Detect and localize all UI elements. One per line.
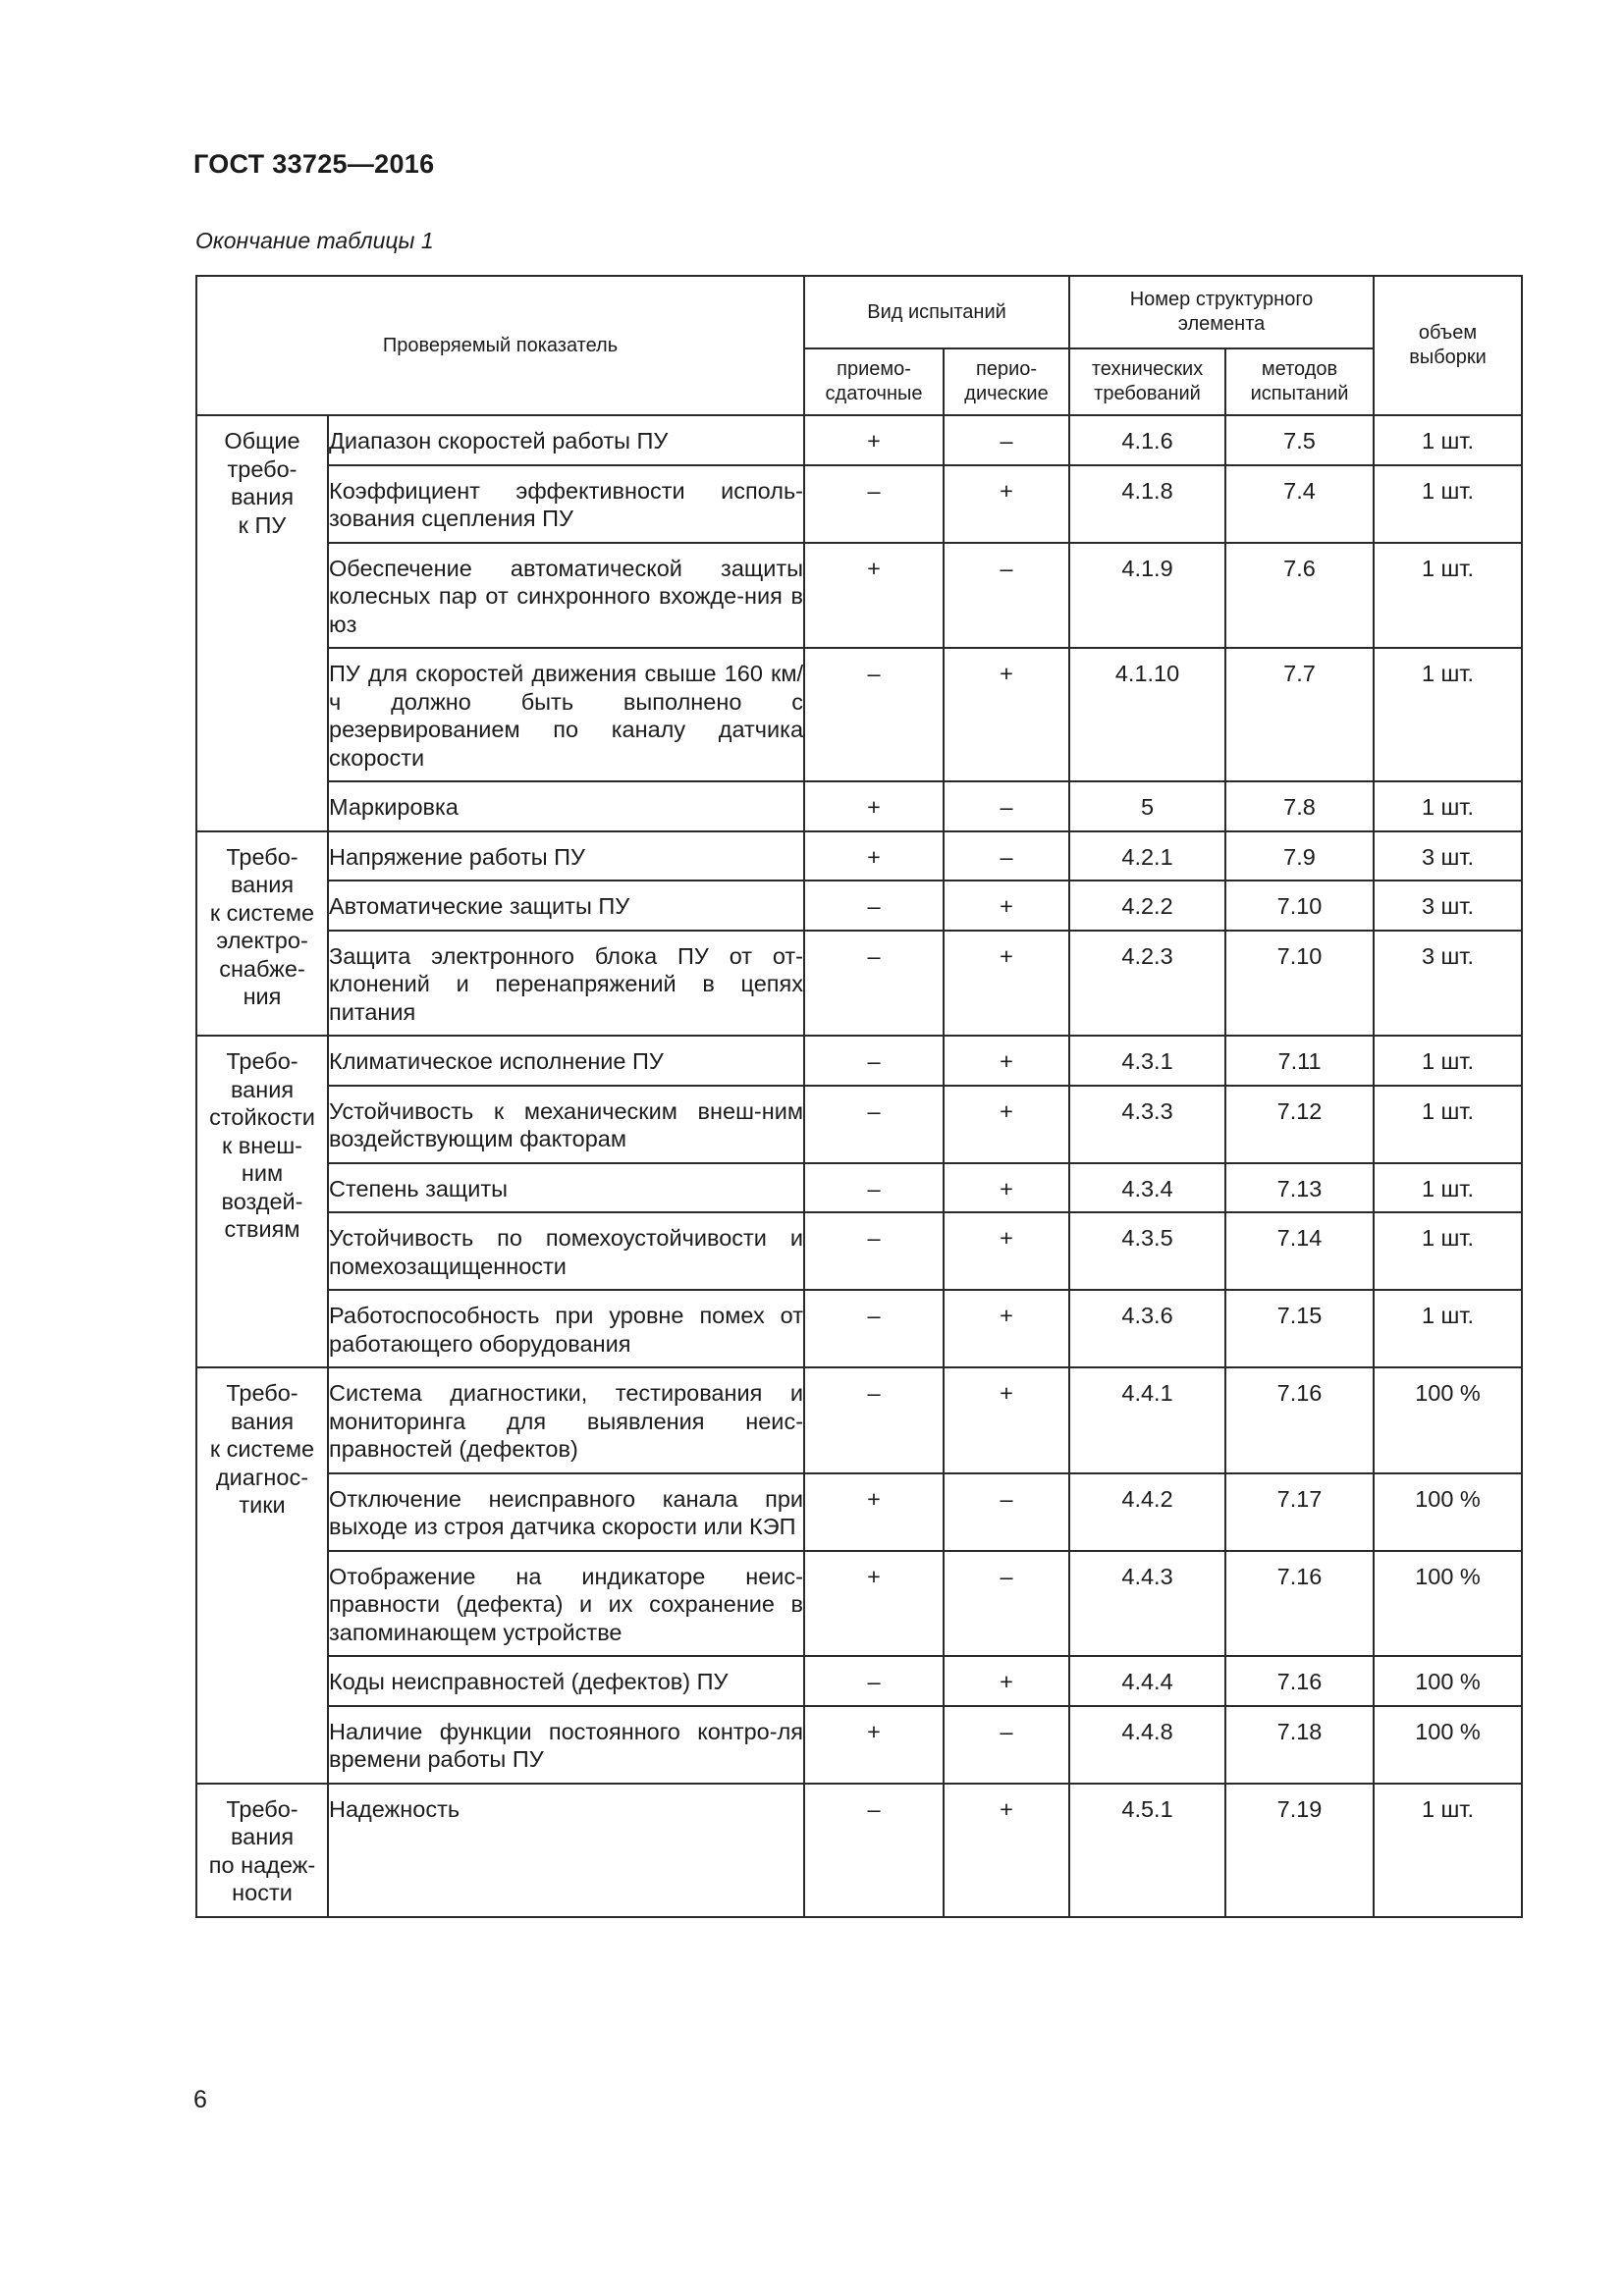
group-label: Требо- вания к системе электро- снабже- ния bbox=[196, 831, 328, 1037]
cell-tech-req: 4.3.6 bbox=[1069, 1290, 1225, 1367]
table-row bbox=[196, 648, 1522, 781]
cell-tech-req: 5 bbox=[1069, 781, 1225, 831]
document-header: ГОСТ 33725—2016 bbox=[193, 149, 435, 179]
table-row bbox=[196, 1656, 1522, 1706]
cell-tech-req: 4.2.2 bbox=[1069, 881, 1225, 931]
cell-sample-size: 1 шт. bbox=[1374, 781, 1522, 831]
cell-acceptance: + bbox=[804, 1706, 944, 1784]
cell-indicator: ПУ для скоростей движения свыше 160 км/ч должно быть выполнено с резервированием по каналу датчика скорости bbox=[328, 648, 804, 781]
cell-acceptance: + bbox=[804, 781, 944, 831]
cell-periodic: – bbox=[944, 1473, 1069, 1551]
cell-periodic: + bbox=[944, 1290, 1069, 1367]
table-row bbox=[196, 1706, 1522, 1784]
table-row bbox=[196, 1784, 1522, 1917]
cell-periodic: – bbox=[944, 415, 1069, 465]
cell-indicator: Работоспособность при уровне помех от работающего оборудования bbox=[328, 1290, 804, 1367]
cell-test-method: 7.12 bbox=[1225, 1086, 1374, 1163]
cell-sample-size: 1 шт. bbox=[1374, 1086, 1522, 1163]
cell-test-method: 7.10 bbox=[1225, 931, 1374, 1037]
cell-sample-size: 100 % bbox=[1374, 1706, 1522, 1784]
cell-sample-size: 3 шт. bbox=[1374, 881, 1522, 931]
cell-sample-size: 1 шт. bbox=[1374, 1163, 1522, 1213]
table-caption: Окончание таблицы 1 bbox=[195, 228, 434, 253]
cell-tech-req: 4.4.8 bbox=[1069, 1706, 1225, 1784]
cell-test-method: 7.6 bbox=[1225, 543, 1374, 649]
cell-acceptance: – bbox=[804, 1163, 944, 1213]
cell-test-method: 7.9 bbox=[1225, 831, 1374, 881]
cell-tech-req: 4.3.5 bbox=[1069, 1212, 1225, 1290]
header-periodic: перио- дические bbox=[944, 348, 1069, 415]
cell-acceptance: – bbox=[804, 648, 944, 781]
table-row bbox=[196, 1473, 1522, 1551]
table-row bbox=[196, 1367, 1522, 1473]
cell-indicator: Система диагностики, тестирования и мониторинга для выявления неис-​правностей (дефектов) bbox=[328, 1367, 804, 1473]
requirements-table bbox=[195, 275, 1523, 1918]
cell-periodic: – bbox=[944, 1706, 1069, 1784]
cell-tech-req: 4.3.4 bbox=[1069, 1163, 1225, 1213]
cell-tech-req: 4.2.1 bbox=[1069, 831, 1225, 881]
cell-indicator: Диапазон скоростей работы ПУ bbox=[328, 415, 804, 465]
cell-indicator: Защита электронного блока ПУ от от-​клонений и перенапряжений в цепях питания bbox=[328, 931, 804, 1037]
header-test-methods: методов испытаний bbox=[1225, 348, 1374, 415]
cell-periodic: + bbox=[944, 1784, 1069, 1917]
cell-sample-size: 1 шт. bbox=[1374, 415, 1522, 465]
cell-tech-req: 4.4.4 bbox=[1069, 1656, 1225, 1706]
table-row bbox=[196, 1036, 1522, 1086]
cell-periodic: + bbox=[944, 1036, 1069, 1086]
cell-acceptance: – bbox=[804, 1212, 944, 1290]
cell-sample-size: 1 шт. bbox=[1374, 1290, 1522, 1367]
cell-test-method: 7.8 bbox=[1225, 781, 1374, 831]
table-row bbox=[196, 1212, 1522, 1290]
cell-acceptance: – bbox=[804, 465, 944, 543]
cell-periodic: – bbox=[944, 543, 1069, 649]
cell-tech-req: 4.5.1 bbox=[1069, 1784, 1225, 1917]
cell-acceptance: + bbox=[804, 831, 944, 881]
cell-sample-size: 100 % bbox=[1374, 1551, 1522, 1657]
cell-indicator: Коды неисправностей (дефектов) ПУ bbox=[328, 1656, 804, 1706]
cell-sample-size: 3 шт. bbox=[1374, 831, 1522, 881]
cell-test-method: 7.13 bbox=[1225, 1163, 1374, 1213]
cell-test-method: 7.10 bbox=[1225, 881, 1374, 931]
table-row bbox=[196, 465, 1522, 543]
cell-indicator: Маркировка bbox=[328, 781, 804, 831]
cell-sample-size: 100 % bbox=[1374, 1656, 1522, 1706]
cell-test-method: 7.19 bbox=[1225, 1784, 1374, 1917]
cell-sample-size: 1 шт. bbox=[1374, 1784, 1522, 1917]
cell-sample-size: 100 % bbox=[1374, 1473, 1522, 1551]
cell-periodic: – bbox=[944, 1551, 1069, 1657]
cell-acceptance: – bbox=[804, 1036, 944, 1086]
table-row bbox=[196, 881, 1522, 931]
table-row bbox=[196, 1163, 1522, 1213]
cell-periodic: + bbox=[944, 1163, 1069, 1213]
header-test-type: Вид испытаний bbox=[804, 276, 1069, 348]
cell-indicator: Автоматические защиты ПУ bbox=[328, 881, 804, 931]
cell-acceptance: – bbox=[804, 931, 944, 1037]
cell-periodic: + bbox=[944, 648, 1069, 781]
header-element-number: Номер структурного элемента bbox=[1069, 276, 1374, 348]
table-header bbox=[196, 276, 1522, 415]
table-row bbox=[196, 781, 1522, 831]
cell-acceptance: – bbox=[804, 881, 944, 931]
cell-periodic: + bbox=[944, 931, 1069, 1037]
cell-acceptance: – bbox=[804, 1290, 944, 1367]
cell-periodic: + bbox=[944, 1086, 1069, 1163]
cell-sample-size: 3 шт. bbox=[1374, 931, 1522, 1037]
cell-sample-size: 1 шт. bbox=[1374, 1212, 1522, 1290]
cell-periodic: + bbox=[944, 1367, 1069, 1473]
cell-tech-req: 4.3.1 bbox=[1069, 1036, 1225, 1086]
cell-test-method: 7.16 bbox=[1225, 1656, 1374, 1706]
table-row bbox=[196, 1290, 1522, 1367]
cell-indicator: Отображение на индикаторе неис-​правности (дефекта) и их сохранение в запоминающем устройстве bbox=[328, 1551, 804, 1657]
cell-periodic: + bbox=[944, 1212, 1069, 1290]
cell-test-method: 7.5 bbox=[1225, 415, 1374, 465]
cell-acceptance: – bbox=[804, 1367, 944, 1473]
cell-indicator: Климатическое исполнение ПУ bbox=[328, 1036, 804, 1086]
table-row bbox=[196, 831, 1522, 881]
cell-test-method: 7.4 bbox=[1225, 465, 1374, 543]
cell-tech-req: 4.1.10 bbox=[1069, 648, 1225, 781]
cell-tech-req: 4.3.3 bbox=[1069, 1086, 1225, 1163]
cell-acceptance: + bbox=[804, 1551, 944, 1657]
cell-periodic: – bbox=[944, 831, 1069, 881]
group-label: Общие требо- вания к ПУ bbox=[196, 415, 328, 831]
cell-indicator: Устойчивость по помехоустойчивости и помехозащищенности bbox=[328, 1212, 804, 1290]
cell-tech-req: 4.4.3 bbox=[1069, 1551, 1225, 1657]
header-tech-req: технических требований bbox=[1069, 348, 1225, 415]
cell-test-method: 7.11 bbox=[1225, 1036, 1374, 1086]
cell-test-method: 7.18 bbox=[1225, 1706, 1374, 1784]
cell-sample-size: 1 шт. bbox=[1374, 543, 1522, 649]
group-label: Требо- вания к системе диагнос- тики bbox=[196, 1367, 328, 1784]
cell-tech-req: 4.4.2 bbox=[1069, 1473, 1225, 1551]
cell-acceptance: + bbox=[804, 415, 944, 465]
cell-periodic: + bbox=[944, 1656, 1069, 1706]
table-row bbox=[196, 1086, 1522, 1163]
cell-indicator: Коэффициент эффективности исполь-​зования сцепления ПУ bbox=[328, 465, 804, 543]
cell-sample-size: 1 шт. bbox=[1374, 465, 1522, 543]
cell-tech-req: 4.1.8 bbox=[1069, 465, 1225, 543]
table-row bbox=[196, 543, 1522, 649]
page-number: 6 bbox=[193, 2086, 207, 2113]
cell-acceptance: – bbox=[804, 1656, 944, 1706]
table-row bbox=[196, 1551, 1522, 1657]
cell-test-method: 7.7 bbox=[1225, 648, 1374, 781]
cell-test-method: 7.17 bbox=[1225, 1473, 1374, 1551]
cell-sample-size: 100 % bbox=[1374, 1367, 1522, 1473]
cell-acceptance: – bbox=[804, 1086, 944, 1163]
cell-test-method: 7.15 bbox=[1225, 1290, 1374, 1367]
cell-acceptance: – bbox=[804, 1784, 944, 1917]
cell-indicator: Степень защиты bbox=[328, 1163, 804, 1213]
cell-test-method: 7.16 bbox=[1225, 1551, 1374, 1657]
cell-acceptance: + bbox=[804, 543, 944, 649]
cell-tech-req: 4.1.9 bbox=[1069, 543, 1225, 649]
cell-sample-size: 1 шт. bbox=[1374, 1036, 1522, 1086]
cell-indicator: Надежность bbox=[328, 1784, 804, 1917]
table-body bbox=[196, 415, 1522, 1917]
group-label: Требо- вания по надеж- ности bbox=[196, 1784, 328, 1917]
cell-sample-size: 1 шт. bbox=[1374, 648, 1522, 781]
cell-test-method: 7.16 bbox=[1225, 1367, 1374, 1473]
cell-test-method: 7.14 bbox=[1225, 1212, 1374, 1290]
cell-acceptance: + bbox=[804, 1473, 944, 1551]
header-indicator: Проверяемый показатель bbox=[196, 276, 804, 415]
cell-tech-req: 4.4.1 bbox=[1069, 1367, 1225, 1473]
header-sample-size: объем выборки bbox=[1374, 276, 1522, 415]
header-acceptance: приемо- сдаточные bbox=[804, 348, 944, 415]
table-row bbox=[196, 931, 1522, 1037]
group-label: Требо- вания стойкости к внеш- ним воздей- ствиям bbox=[196, 1036, 328, 1367]
cell-indicator: Отключение неисправного канала при выходе из строя датчика скорости или КЭП bbox=[328, 1473, 804, 1551]
cell-tech-req: 4.2.3 bbox=[1069, 931, 1225, 1037]
cell-periodic: + bbox=[944, 881, 1069, 931]
cell-indicator: Напряжение работы ПУ bbox=[328, 831, 804, 881]
cell-periodic: – bbox=[944, 781, 1069, 831]
cell-indicator: Устойчивость к механическим внеш-​ним воздействующим факторам bbox=[328, 1086, 804, 1163]
cell-indicator: Обеспечение автоматической защиты колесных пар от синхронного вхожде-​ния в юз bbox=[328, 543, 804, 649]
cell-indicator: Наличие функции постоянного контро-​ля времени работы ПУ bbox=[328, 1706, 804, 1784]
cell-tech-req: 4.1.6 bbox=[1069, 415, 1225, 465]
table-row bbox=[196, 415, 1522, 465]
cell-periodic: + bbox=[944, 465, 1069, 543]
